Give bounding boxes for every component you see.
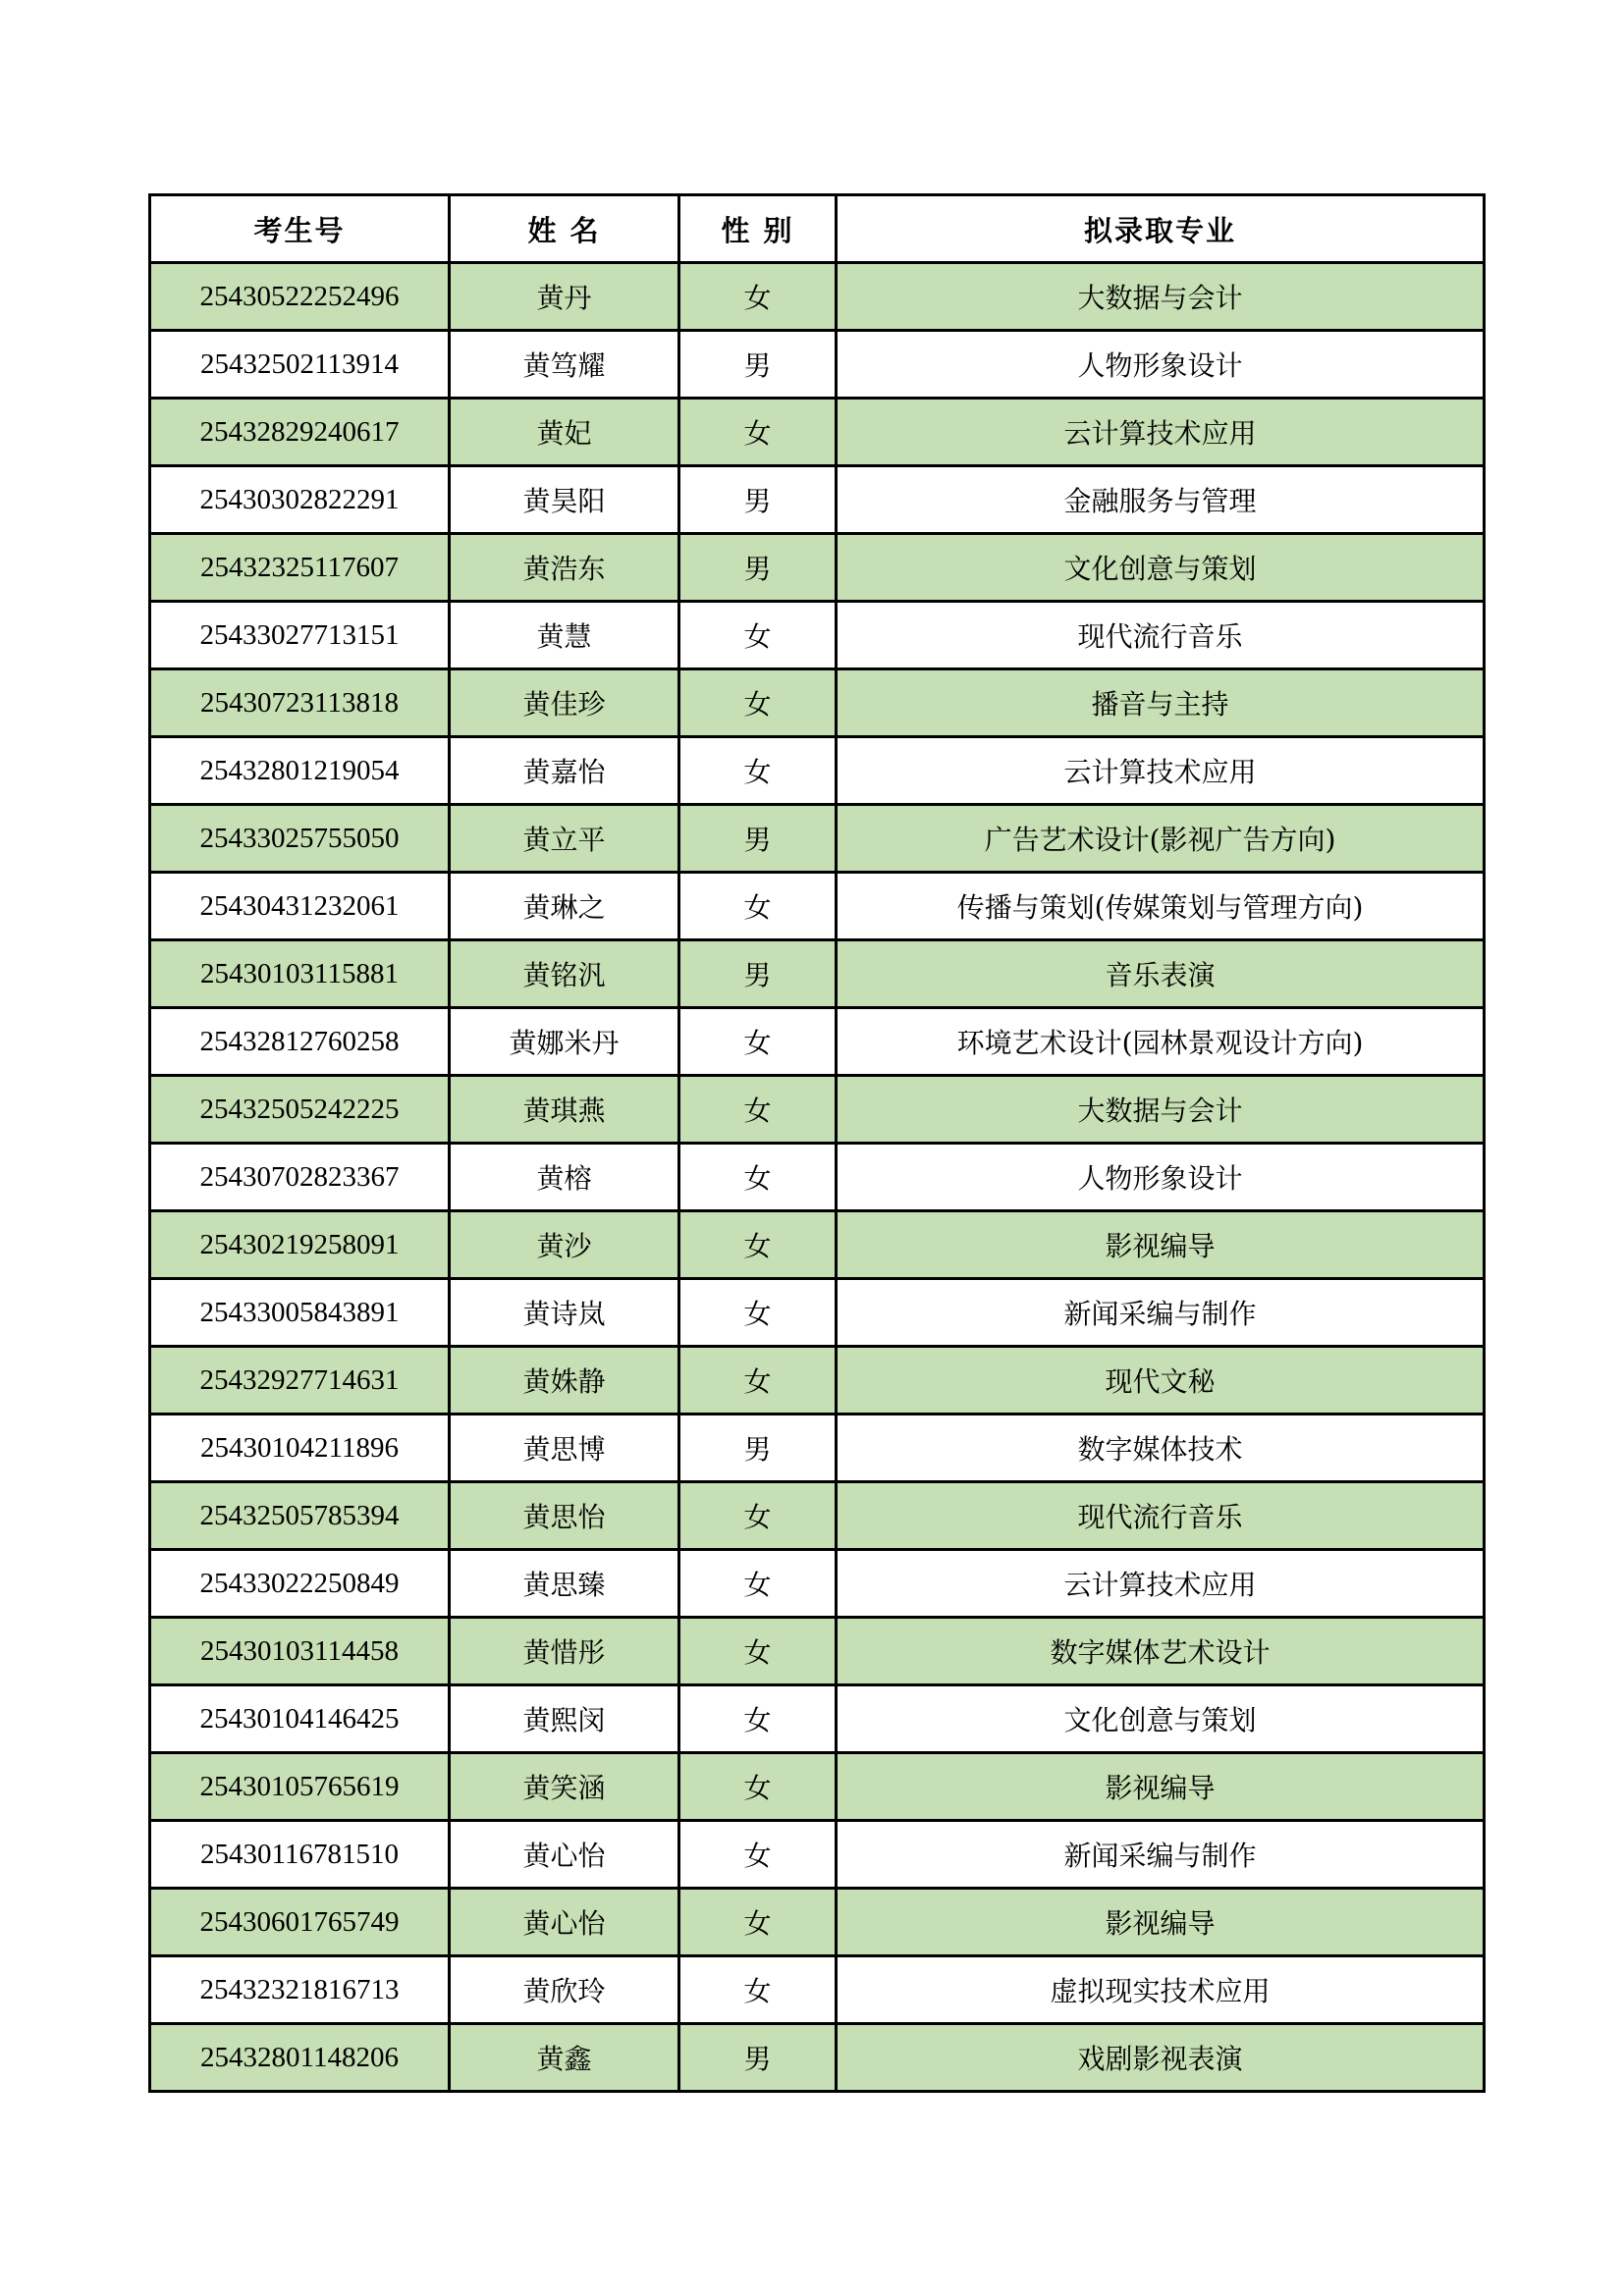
- student-name-cell: 黄昊阳: [450, 466, 679, 534]
- exam-id-cell: 25430104211896: [150, 1415, 450, 1482]
- major-cell: 人物形象设计: [837, 1144, 1485, 1211]
- student-name-cell: 黄熙闵: [450, 1685, 679, 1753]
- major-cell: 广告艺术设计(影视广告方向): [837, 805, 1485, 873]
- student-name-cell: 黄慧: [450, 602, 679, 669]
- student-name-cell: 黄心怡: [450, 1889, 679, 1956]
- exam-id-cell: 25432829240617: [150, 399, 450, 466]
- student-name-cell: 黄嘉怡: [450, 737, 679, 805]
- table-row: [150, 1753, 1485, 1821]
- major-cell: 大数据与会计: [837, 263, 1485, 331]
- exam-id-cell: 25430522252496: [150, 263, 450, 331]
- student-name-cell: 黄心怡: [450, 1821, 679, 1889]
- exam-id-cell: 25430702823367: [150, 1144, 450, 1211]
- gender-cell: 男: [679, 2024, 837, 2092]
- exam-id-cell: 25430104146425: [150, 1685, 450, 1753]
- gender-cell: 女: [679, 1618, 837, 1685]
- exam-id-cell: 25430723113818: [150, 669, 450, 737]
- major-cell: 新闻采编与制作: [837, 1821, 1485, 1889]
- major-cell: 戏剧影视表演: [837, 2024, 1485, 2092]
- major-cell: 新闻采编与制作: [837, 1279, 1485, 1347]
- table-body: [150, 263, 1485, 2092]
- gender-cell: 女: [679, 1211, 837, 1279]
- exam-id-cell: 25432505785394: [150, 1482, 450, 1550]
- table-row: [150, 1821, 1485, 1889]
- table-row: [150, 602, 1485, 669]
- gender-cell: 男: [679, 331, 837, 399]
- student-name-cell: 黄思臻: [450, 1550, 679, 1618]
- student-name-cell: 黄诗岚: [450, 1279, 679, 1347]
- table-row: [150, 1685, 1485, 1753]
- gender-cell: 女: [679, 1685, 837, 1753]
- table-row: [150, 1008, 1485, 1076]
- student-name-cell: 黄妃: [450, 399, 679, 466]
- gender-cell: 女: [679, 1279, 837, 1347]
- major-cell: 文化创意与策划: [837, 1685, 1485, 1753]
- exam-id-cell: 25432801219054: [150, 737, 450, 805]
- major-cell: 影视编导: [837, 1753, 1485, 1821]
- exam-id-cell: 25430431232061: [150, 873, 450, 940]
- major-cell: 金融服务与管理: [837, 466, 1485, 534]
- major-cell: 数字媒体艺术设计: [837, 1618, 1485, 1685]
- student-name-cell: 黄思博: [450, 1415, 679, 1482]
- table-row: [150, 805, 1485, 873]
- major-cell: 云计算技术应用: [837, 1550, 1485, 1618]
- major-cell: 播音与主持: [837, 669, 1485, 737]
- major-cell: 传播与策划(传媒策划与管理方向): [837, 873, 1485, 940]
- exam-id-cell: 25432325117607: [150, 534, 450, 602]
- gender-cell: 女: [679, 399, 837, 466]
- table-row: [150, 1415, 1485, 1482]
- table-row: [150, 1889, 1485, 1956]
- student-name-cell: 黄浩东: [450, 534, 679, 602]
- major-cell: 人物形象设计: [837, 331, 1485, 399]
- gender-cell: 男: [679, 805, 837, 873]
- exam-id-cell: 25433025755050: [150, 805, 450, 873]
- exam-id-cell: 25432927714631: [150, 1347, 450, 1415]
- table-row: [150, 331, 1485, 399]
- student-name-cell: 黄榕: [450, 1144, 679, 1211]
- major-cell: 影视编导: [837, 1211, 1485, 1279]
- major-cell: 虚拟现实技术应用: [837, 1956, 1485, 2024]
- table-row: [150, 1279, 1485, 1347]
- exam-id-cell: 25432505242225: [150, 1076, 450, 1144]
- exam-id-cell: 25430105765619: [150, 1753, 450, 1821]
- exam-id-cell: 25433022250849: [150, 1550, 450, 1618]
- table-row: [150, 263, 1485, 331]
- major-cell: 影视编导: [837, 1889, 1485, 1956]
- gender-cell: 女: [679, 602, 837, 669]
- major-cell: 大数据与会计: [837, 1076, 1485, 1144]
- table-row: [150, 1550, 1485, 1618]
- gender-cell: 女: [679, 1482, 837, 1550]
- table-row: [150, 1482, 1485, 1550]
- student-name-cell: 黄鑫: [450, 2024, 679, 2092]
- table-row: [150, 1211, 1485, 1279]
- gender-cell: 女: [679, 1821, 837, 1889]
- student-name-cell: 黄欣玲: [450, 1956, 679, 2024]
- gender-cell: 男: [679, 1415, 837, 1482]
- gender-cell: 女: [679, 1753, 837, 1821]
- table-row: [150, 737, 1485, 805]
- gender-cell: 男: [679, 466, 837, 534]
- major-cell: 现代文秘: [837, 1347, 1485, 1415]
- table-row: [150, 1144, 1485, 1211]
- header-major: 拟录取专业: [837, 195, 1485, 263]
- gender-cell: 女: [679, 737, 837, 805]
- gender-cell: 女: [679, 1347, 837, 1415]
- major-cell: 现代流行音乐: [837, 1482, 1485, 1550]
- major-cell: 云计算技术应用: [837, 399, 1485, 466]
- exam-id-cell: 25433005843891: [150, 1279, 450, 1347]
- gender-cell: 女: [679, 1956, 837, 2024]
- table-row: [150, 399, 1485, 466]
- gender-cell: 女: [679, 1144, 837, 1211]
- exam-id-cell: 25430601765749: [150, 1889, 450, 1956]
- exam-id-cell: 25430219258091: [150, 1211, 450, 1279]
- exam-id-cell: 25432801148206: [150, 2024, 450, 2092]
- major-cell: 数字媒体技术: [837, 1415, 1485, 1482]
- gender-cell: 女: [679, 1889, 837, 1956]
- table-row: [150, 940, 1485, 1008]
- header-name: 姓 名: [450, 195, 679, 263]
- table-row: [150, 466, 1485, 534]
- table-row: [150, 1956, 1485, 2024]
- student-name-cell: 黄铭汎: [450, 940, 679, 1008]
- student-name-cell: 黄琪燕: [450, 1076, 679, 1144]
- student-name-cell: 黄姝静: [450, 1347, 679, 1415]
- student-name-cell: 黄笑涵: [450, 1753, 679, 1821]
- major-cell: 文化创意与策划: [837, 534, 1485, 602]
- student-name-cell: 黄娜米丹: [450, 1008, 679, 1076]
- table-row: [150, 534, 1485, 602]
- header-exam-id: 考生号: [150, 195, 450, 263]
- table-header-row: [150, 195, 1485, 263]
- exam-id-cell: 25432812760258: [150, 1008, 450, 1076]
- student-name-cell: 黄佳珍: [450, 669, 679, 737]
- gender-cell: 女: [679, 1550, 837, 1618]
- student-name-cell: 黄琳之: [450, 873, 679, 940]
- gender-cell: 女: [679, 263, 837, 331]
- gender-cell: 女: [679, 1008, 837, 1076]
- exam-id-cell: 25433027713151: [150, 602, 450, 669]
- gender-cell: 女: [679, 669, 837, 737]
- gender-cell: 女: [679, 873, 837, 940]
- student-name-cell: 黄立平: [450, 805, 679, 873]
- exam-id-cell: 25432502113914: [150, 331, 450, 399]
- table-row: [150, 1618, 1485, 1685]
- gender-cell: 男: [679, 534, 837, 602]
- table-row: [150, 1347, 1485, 1415]
- student-name-cell: 黄思怡: [450, 1482, 679, 1550]
- student-name-cell: 黄沙: [450, 1211, 679, 1279]
- exam-id-cell: 25430302822291: [150, 466, 450, 534]
- major-cell: 云计算技术应用: [837, 737, 1485, 805]
- exam-id-cell: 25430103115881: [150, 940, 450, 1008]
- exam-id-cell: 25432321816713: [150, 1956, 450, 2024]
- exam-id-cell: 25430116781510: [150, 1821, 450, 1889]
- major-cell: 环境艺术设计(园林景观设计方向): [837, 1008, 1485, 1076]
- major-cell: 现代流行音乐: [837, 602, 1485, 669]
- student-name-cell: 黄丹: [450, 263, 679, 331]
- table-row: [150, 873, 1485, 940]
- exam-id-cell: 25430103114458: [150, 1618, 450, 1685]
- table-row: [150, 2024, 1485, 2092]
- table-row: [150, 1076, 1485, 1144]
- student-name-cell: 黄笃耀: [450, 331, 679, 399]
- gender-cell: 女: [679, 1076, 837, 1144]
- admission-table: [148, 193, 1486, 2093]
- gender-cell: 男: [679, 940, 837, 1008]
- header-gender: 性 别: [679, 195, 837, 263]
- table-row: [150, 669, 1485, 737]
- student-name-cell: 黄惜彤: [450, 1618, 679, 1685]
- major-cell: 音乐表演: [837, 940, 1485, 1008]
